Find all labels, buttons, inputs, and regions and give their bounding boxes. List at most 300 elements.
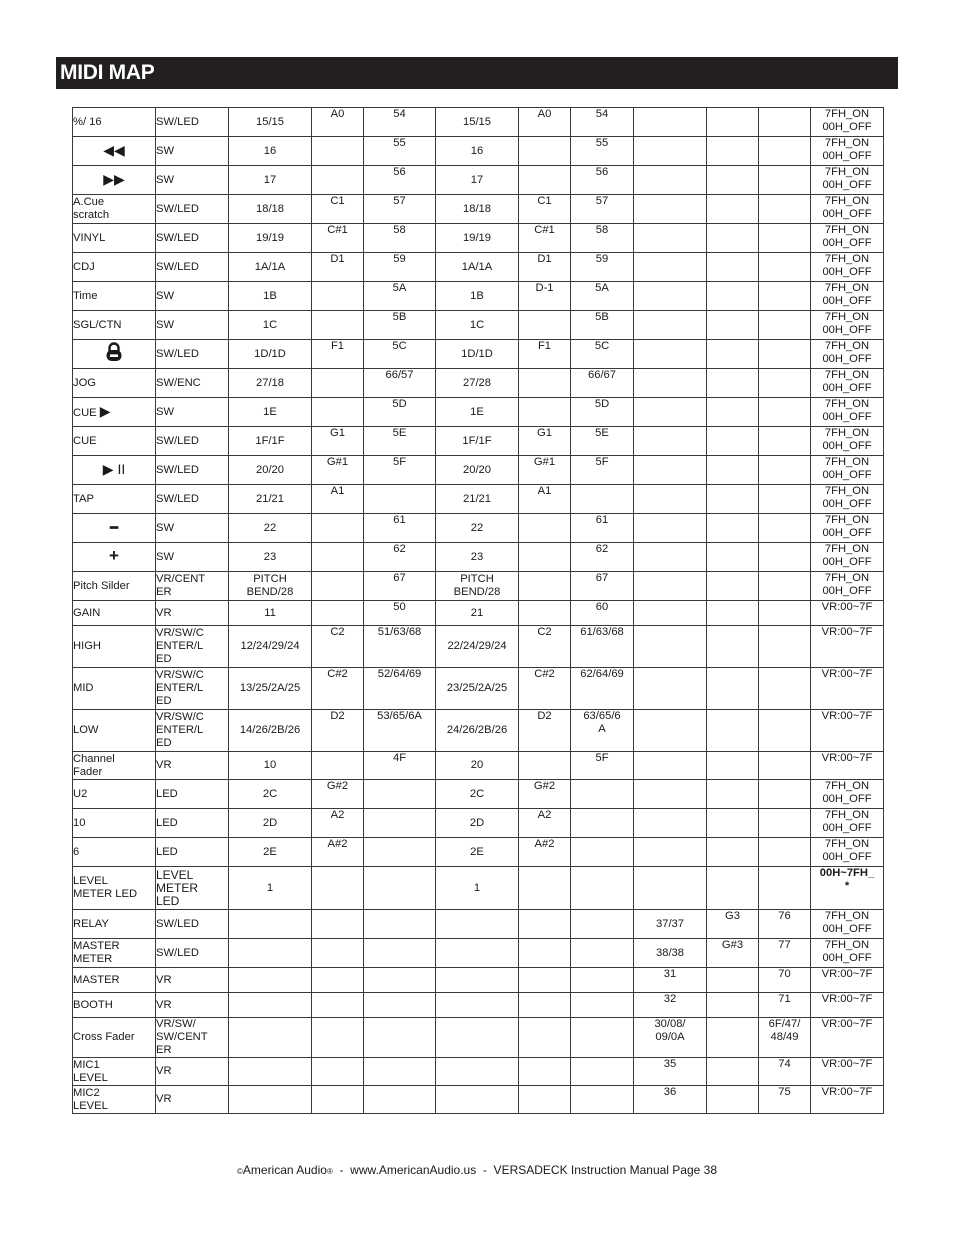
- cell-control-name: MID: [73, 668, 156, 710]
- cell-c5: [364, 485, 436, 514]
- cell-c11: [759, 427, 811, 456]
- cell-control-type: SW: [156, 282, 229, 311]
- cell-c5: [364, 809, 436, 838]
- cell-c7: C#1: [519, 224, 571, 253]
- cell-control-name: LOW: [73, 710, 156, 752]
- cell-control-type: SW/LED: [156, 340, 229, 369]
- cell-control-type: SW/LED: [156, 195, 229, 224]
- cell-c9: [634, 398, 707, 427]
- cell-c7: A#2: [519, 838, 571, 867]
- cell-control-type: SW: [156, 514, 229, 543]
- cell-c10: [707, 311, 759, 340]
- cell-control-name: MASTER METER: [73, 939, 156, 968]
- cell-c10: [707, 601, 759, 626]
- table-row: [73, 195, 884, 224]
- cell-c9: [634, 626, 707, 668]
- cell-c12: 7FH_ON 00H_OFF: [811, 543, 884, 572]
- cell-c6: 24/26/2B/26: [436, 710, 519, 752]
- cell-control-name: HIGH: [73, 626, 156, 668]
- cell-c11: [759, 867, 811, 910]
- table-row: [73, 166, 884, 195]
- cell-c7: C#2: [519, 668, 571, 710]
- cell-control-type: VR: [156, 993, 229, 1018]
- cell-c12: VR:00~7F: [811, 1058, 884, 1086]
- cell-c3: 2E: [229, 838, 312, 867]
- cell-c7: G#2: [519, 780, 571, 809]
- cell-c9: [634, 137, 707, 166]
- cell-c5: [364, 968, 436, 993]
- cue-play-icon: ▶: [99, 402, 111, 419]
- cell-c8: 5F: [571, 752, 634, 780]
- cell-c3: 16: [229, 137, 312, 166]
- cell-c12: 7FH_ON 00H_OFF: [811, 369, 884, 398]
- cell-c3: 27/18: [229, 369, 312, 398]
- cell-c6: 20/20: [436, 456, 519, 485]
- cell-control-name: Channel Fader: [73, 752, 156, 780]
- cell-c4: [312, 282, 364, 311]
- cell-control-type: VR/CENT ER: [156, 572, 229, 601]
- cell-c10: [707, 166, 759, 195]
- cell-control-type: SW: [156, 166, 229, 195]
- cell-c10: [707, 1018, 759, 1058]
- cell-c7: A1: [519, 485, 571, 514]
- cell-c4: D1: [312, 253, 364, 282]
- cell-c5: 5B: [364, 311, 436, 340]
- cell-c7: G#1: [519, 456, 571, 485]
- cell-c10: [707, 809, 759, 838]
- cell-c8: 5B: [571, 311, 634, 340]
- cell-c7: [519, 752, 571, 780]
- cell-c11: [759, 195, 811, 224]
- cell-c8: [571, 939, 634, 968]
- table-row: [73, 282, 884, 311]
- cell-c6: 23/25/2A/25: [436, 668, 519, 710]
- cell-c7: [519, 1086, 571, 1114]
- cell-c4: [312, 1086, 364, 1114]
- cell-c6: 1F/1F: [436, 427, 519, 456]
- cell-c9: 36: [634, 1086, 707, 1114]
- cell-c3: [229, 968, 312, 993]
- cell-c11: [759, 514, 811, 543]
- cell-control-name: [73, 398, 156, 427]
- cell-c10: [707, 968, 759, 993]
- cell-c10: [707, 224, 759, 253]
- cell-c11: [759, 809, 811, 838]
- fastforward-icon: ▶▶: [103, 170, 125, 187]
- cell-c6: 19/19: [436, 224, 519, 253]
- cell-c12: 7FH_ON 00H_OFF: [811, 166, 884, 195]
- cell-c5: 56: [364, 166, 436, 195]
- cell-c7: C2: [519, 626, 571, 668]
- cell-c7: D-1: [519, 282, 571, 311]
- cell-c5: 4F: [364, 752, 436, 780]
- cell-c5: 53/65/6A: [364, 710, 436, 752]
- cell-c7: [519, 572, 571, 601]
- cell-control-name: VINYL: [73, 224, 156, 253]
- cell-c8: 5D: [571, 398, 634, 427]
- cell-c11: 77: [759, 939, 811, 968]
- cell-c12: 7FH_ON 00H_OFF: [811, 809, 884, 838]
- cell-c7: [519, 1018, 571, 1058]
- cell-c8: [571, 780, 634, 809]
- footer-brand: American Audio: [242, 1163, 327, 1177]
- cell-c12: 7FH_ON 00H_OFF: [811, 514, 884, 543]
- cell-control-name: TAP: [73, 485, 156, 514]
- cell-c6: 2D: [436, 809, 519, 838]
- cell-c10: [707, 752, 759, 780]
- cell-c7: [519, 137, 571, 166]
- cell-c7: G1: [519, 427, 571, 456]
- table-row: [73, 485, 884, 514]
- cell-c8: 57: [571, 195, 634, 224]
- cell-c11: [759, 668, 811, 710]
- table-row: [73, 939, 884, 968]
- cell-c11: [759, 137, 811, 166]
- table-row: [73, 543, 884, 572]
- cell-c8: [571, 993, 634, 1018]
- cell-c11: [759, 456, 811, 485]
- cell-c11: [759, 398, 811, 427]
- table-row: [73, 809, 884, 838]
- cell-c4: [312, 398, 364, 427]
- cell-control-type: SW/LED: [156, 485, 229, 514]
- cell-c10: [707, 253, 759, 282]
- cell-c9: 32: [634, 993, 707, 1018]
- cell-c9: 31: [634, 968, 707, 993]
- cell-c4: [312, 369, 364, 398]
- table-row: [73, 224, 884, 253]
- cell-c4: A#2: [312, 838, 364, 867]
- cell-c10: [707, 993, 759, 1018]
- cell-c4: [312, 968, 364, 993]
- cell-c12: 7FH_ON 00H_OFF: [811, 340, 884, 369]
- cell-c11: 6F/47/ 48/49: [759, 1018, 811, 1058]
- cell-c6: [436, 968, 519, 993]
- cell-c8: 56: [571, 166, 634, 195]
- cell-control-type: SW/LED: [156, 224, 229, 253]
- cell-c3: 15/15: [229, 108, 312, 137]
- control-label: CUE: [73, 406, 97, 419]
- cell-c8: [571, 1086, 634, 1114]
- minus-icon: ━: [110, 519, 118, 535]
- cell-c12: 7FH_ON 00H_OFF: [811, 456, 884, 485]
- cell-c5: 62: [364, 543, 436, 572]
- cell-c9: [634, 601, 707, 626]
- midi-map-body: [73, 108, 884, 1114]
- cell-c5: 51/63/68: [364, 626, 436, 668]
- cell-c3: [229, 1018, 312, 1058]
- cell-c9: [634, 838, 707, 867]
- cell-c9: [634, 485, 707, 514]
- cell-c4: [312, 993, 364, 1018]
- cell-c12: 00H~7FH_ *: [811, 867, 884, 910]
- cell-control-name: [73, 137, 156, 166]
- footer-text: - www.AmericanAudio.us - VERSADECK Instruction Manual Page 38: [332, 1163, 718, 1177]
- table-row: [73, 601, 884, 626]
- cell-c6: [436, 993, 519, 1018]
- cell-control-type: VR: [156, 1058, 229, 1086]
- cell-control-type: SW/LED: [156, 253, 229, 282]
- cell-c8: 62/64/69: [571, 668, 634, 710]
- cell-c11: [759, 626, 811, 668]
- cell-c7: [519, 867, 571, 910]
- cell-c8: 59: [571, 253, 634, 282]
- cell-control-type: SW/LED: [156, 910, 229, 939]
- cell-c9: [634, 253, 707, 282]
- cell-c9: [634, 166, 707, 195]
- table-row: [73, 572, 884, 601]
- cell-c11: [759, 108, 811, 137]
- cell-c9: [634, 340, 707, 369]
- rewind-icon: ◀◀: [103, 141, 125, 158]
- cell-c12: 7FH_ON 00H_OFF: [811, 780, 884, 809]
- cell-c3: 12/24/29/24: [229, 626, 312, 668]
- cell-c7: [519, 993, 571, 1018]
- cell-c6: 23: [436, 543, 519, 572]
- cell-c11: [759, 282, 811, 311]
- cell-c9: [634, 224, 707, 253]
- cell-control-type: SW/LED: [156, 456, 229, 485]
- cell-c10: [707, 668, 759, 710]
- cell-c8: [571, 485, 634, 514]
- cell-control-type: VR/SW/C ENTER/L ED: [156, 626, 229, 668]
- cell-c11: [759, 710, 811, 752]
- cell-c3: 17: [229, 166, 312, 195]
- cell-control-name: MIC1 LEVEL: [73, 1058, 156, 1086]
- cell-c6: 22/24/29/24: [436, 626, 519, 668]
- cell-c12: VR:00~7F: [811, 710, 884, 752]
- cell-c7: [519, 514, 571, 543]
- cell-c10: [707, 427, 759, 456]
- cell-c3: 13/25/2A/25: [229, 668, 312, 710]
- cell-c3: 14/26/2B/26: [229, 710, 312, 752]
- cell-c7: [519, 369, 571, 398]
- cell-c5: [364, 910, 436, 939]
- cell-c7: [519, 398, 571, 427]
- cell-c4: [312, 514, 364, 543]
- cell-c6: 18/18: [436, 195, 519, 224]
- cell-c5: [364, 1018, 436, 1058]
- table-row: [73, 626, 884, 668]
- cell-c8: 62: [571, 543, 634, 572]
- cell-c8: 5F: [571, 456, 634, 485]
- cell-c4: [312, 543, 364, 572]
- cell-c5: 5E: [364, 427, 436, 456]
- cell-c3: 1D/1D: [229, 340, 312, 369]
- cell-c10: [707, 780, 759, 809]
- cell-c3: 1B: [229, 282, 312, 311]
- cell-c10: [707, 369, 759, 398]
- cell-c3: 1C: [229, 311, 312, 340]
- cell-c11: [759, 838, 811, 867]
- cell-control-name: MASTER: [73, 968, 156, 993]
- cell-c12: 7FH_ON 00H_OFF: [811, 910, 884, 939]
- cell-c4: [312, 137, 364, 166]
- cell-control-type: SW: [156, 398, 229, 427]
- cell-c6: PITCH BEND/28: [436, 572, 519, 601]
- cell-control-name: JOG: [73, 369, 156, 398]
- table-row: [73, 456, 884, 485]
- cell-control-type: LED: [156, 838, 229, 867]
- cell-c4: [312, 752, 364, 780]
- cell-control-type: VR: [156, 752, 229, 780]
- lock-icon: [105, 342, 123, 364]
- cell-c9: 30/08/ 09/0A: [634, 1018, 707, 1058]
- table-row: [73, 838, 884, 867]
- cell-c9: [634, 780, 707, 809]
- table-row: [73, 108, 884, 137]
- cell-c12: 7FH_ON 00H_OFF: [811, 838, 884, 867]
- cell-c11: 75: [759, 1086, 811, 1114]
- cell-c12: 7FH_ON 00H_OFF: [811, 108, 884, 137]
- cell-control-type: SW/LED: [156, 939, 229, 968]
- cell-c5: 67: [364, 572, 436, 601]
- cell-c6: 2C: [436, 780, 519, 809]
- cell-c12: VR:00~7F: [811, 993, 884, 1018]
- cell-c3: [229, 1086, 312, 1114]
- cell-control-name: 10: [73, 809, 156, 838]
- cell-c6: [436, 910, 519, 939]
- cell-c4: [312, 572, 364, 601]
- cell-c6: [436, 1018, 519, 1058]
- cell-control-name: RELAY: [73, 910, 156, 939]
- cell-c12: 7FH_ON 00H_OFF: [811, 282, 884, 311]
- table-row: [73, 369, 884, 398]
- cell-c6: 2E: [436, 838, 519, 867]
- cell-control-type: LED: [156, 780, 229, 809]
- cell-c3: [229, 1058, 312, 1086]
- table-row: [73, 710, 884, 752]
- cell-c12: 7FH_ON 00H_OFF: [811, 485, 884, 514]
- cell-c10: G#3: [707, 939, 759, 968]
- cell-control-name: CUE: [73, 427, 156, 456]
- table-row: [73, 514, 884, 543]
- cell-c6: 17: [436, 166, 519, 195]
- page-title: MIDI MAP: [60, 61, 155, 84]
- cell-c9: [634, 108, 707, 137]
- cell-c10: [707, 626, 759, 668]
- page-footer: [0, 1163, 954, 1177]
- cell-c3: 20/20: [229, 456, 312, 485]
- cell-c10: [707, 340, 759, 369]
- cell-c12: 7FH_ON 00H_OFF: [811, 939, 884, 968]
- cell-c9: [634, 311, 707, 340]
- cell-c5: 5D: [364, 398, 436, 427]
- cell-c10: [707, 838, 759, 867]
- cell-c6: 1C: [436, 311, 519, 340]
- cell-c6: 21: [436, 601, 519, 626]
- cell-c7: [519, 1058, 571, 1086]
- cell-control-name: MIC2 LEVEL: [73, 1086, 156, 1114]
- cell-c6: [436, 1058, 519, 1086]
- cell-c12: 7FH_ON 00H_OFF: [811, 137, 884, 166]
- cell-c7: [519, 311, 571, 340]
- cell-c5: 52/64/69: [364, 668, 436, 710]
- cell-control-name: [73, 340, 156, 369]
- cell-c5: 66/57: [364, 369, 436, 398]
- table-row: [73, 1018, 884, 1058]
- cell-c3: 1E: [229, 398, 312, 427]
- cell-c10: G3: [707, 910, 759, 939]
- cell-c12: 7FH_ON 00H_OFF: [811, 311, 884, 340]
- cell-c6: 27/28: [436, 369, 519, 398]
- cell-c8: 66/67: [571, 369, 634, 398]
- cell-c4: A1: [312, 485, 364, 514]
- table-row: [73, 968, 884, 993]
- cell-c7: [519, 543, 571, 572]
- cell-c4: C#1: [312, 224, 364, 253]
- cell-c5: [364, 1086, 436, 1114]
- cell-control-name: [73, 514, 156, 543]
- cell-c10: [707, 456, 759, 485]
- cell-c4: F1: [312, 340, 364, 369]
- cell-c6: 22: [436, 514, 519, 543]
- cell-c7: C1: [519, 195, 571, 224]
- cell-c7: D2: [519, 710, 571, 752]
- cell-c9: [634, 282, 707, 311]
- cell-c10: [707, 1086, 759, 1114]
- cell-control-name: [73, 166, 156, 195]
- cell-c7: D1: [519, 253, 571, 282]
- cell-c6: 1B: [436, 282, 519, 311]
- cell-c4: [312, 1018, 364, 1058]
- cell-c11: [759, 224, 811, 253]
- cell-c6: 21/21: [436, 485, 519, 514]
- copyright-symbol: ©: [236, 1167, 243, 1176]
- table-row: [73, 340, 884, 369]
- cell-control-name: Pitch Silder: [73, 572, 156, 601]
- table-row: [73, 752, 884, 780]
- cell-c10: [707, 195, 759, 224]
- cell-c6: 20: [436, 752, 519, 780]
- cell-c8: 60: [571, 601, 634, 626]
- cell-c12: VR:00~7F: [811, 668, 884, 710]
- cell-c3: [229, 993, 312, 1018]
- cell-c11: [759, 166, 811, 195]
- cell-control-type: VR: [156, 601, 229, 626]
- cell-c9: [634, 543, 707, 572]
- cell-c8: 61/63/68: [571, 626, 634, 668]
- cell-c3: [229, 910, 312, 939]
- cell-c8: 5E: [571, 427, 634, 456]
- cell-c12: VR:00~7F: [811, 601, 884, 626]
- cell-c5: [364, 838, 436, 867]
- cell-c4: G#2: [312, 780, 364, 809]
- cell-c8: 5A: [571, 282, 634, 311]
- cell-c10: [707, 514, 759, 543]
- cell-c8: 58: [571, 224, 634, 253]
- table-row: [73, 253, 884, 282]
- cell-c7: [519, 939, 571, 968]
- cell-c12: 7FH_ON 00H_OFF: [811, 398, 884, 427]
- cell-c7: A2: [519, 809, 571, 838]
- cell-c5: [364, 780, 436, 809]
- cell-c6: 15/15: [436, 108, 519, 137]
- cell-c9: [634, 456, 707, 485]
- cell-control-name: %/ 16: [73, 108, 156, 137]
- cell-c11: [759, 780, 811, 809]
- cell-c6: [436, 939, 519, 968]
- cell-c5: [364, 867, 436, 910]
- cell-c3: 19/19: [229, 224, 312, 253]
- cell-c3: 2D: [229, 809, 312, 838]
- cell-c11: [759, 572, 811, 601]
- cell-control-name: U2: [73, 780, 156, 809]
- cell-c10: [707, 1058, 759, 1086]
- cell-c12: 7FH_ON 00H_OFF: [811, 427, 884, 456]
- cell-c9: [634, 514, 707, 543]
- cell-control-name: [73, 543, 156, 572]
